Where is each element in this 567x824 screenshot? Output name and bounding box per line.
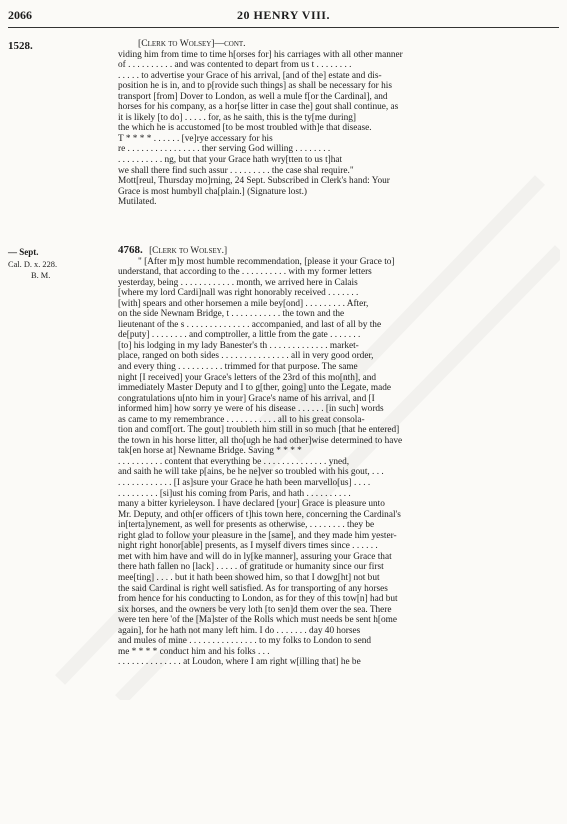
text-line: night right honor[able] presents, as I myself divers times since . . . . . . xyxy=(118,541,378,552)
text-line: and mules of mine . . . . . . . . . . . . . . . to my folks to London to send xyxy=(118,636,372,647)
margin-date: — Sept. xyxy=(8,247,39,257)
text-line: de[puty] . . . . . . . . and comptroller, a little from the gate . . . . . . . xyxy=(118,330,361,341)
text-line: " [After m]y most humble recommendation, [please it your Grace to] xyxy=(138,256,395,267)
document-number: 4768. xyxy=(118,244,143,256)
text-line: six horses, and the owners be very loth [to sen]d them over the sea. There xyxy=(118,604,392,615)
section-4768 xyxy=(118,245,558,668)
page-number: 2066 xyxy=(8,8,32,22)
text-line: yesterday, being . . . . . . . . . . . . month, we arrived here in Calais xyxy=(118,277,358,288)
text-line: [to] his lodging in my lady Banester's th . . . . . . . . . . . . . market- xyxy=(118,340,359,351)
text-line: it is likely [to do] . . . . . for, as he saith, this is the ty[me during] xyxy=(118,112,356,123)
text-line: viding him from time to time h[orses for] his carriages with all other manner xyxy=(118,49,403,60)
text-line: met with him have and will do in ly[ke manner], assuring your Grace that xyxy=(118,551,392,562)
text-line: lieutenant of the s . . . . . . . . . . . . . . accompanied, and last of all by the xyxy=(118,319,382,330)
text-line: understand, that according to the . . . . . . . . . . with my former letters xyxy=(118,267,372,278)
text-line: . . . . . . . . . . . . . . at Loudon, where I am right w[illing that] he be xyxy=(118,657,361,668)
section-lines xyxy=(118,50,558,208)
text-line: mee[ting] . . . . but it hath been showed him, so that I dowg[ht] not but xyxy=(118,572,380,583)
document-title: [Clerk to Wolsey.] xyxy=(149,246,228,256)
text-line: Mutilated. xyxy=(118,197,157,208)
text-line: night [I received] your Grace's letters of the 23rd of this mo[nth], and xyxy=(118,372,377,383)
text-line: the town in his horse litter, all tho[ugh he had other]wise determined to have xyxy=(118,435,403,446)
section-clerk-to-wolsey-continued xyxy=(118,39,558,208)
text-line: as came to my remembrance . . . . . . . . . . . all to his great consola- xyxy=(118,414,365,425)
text-line: there hath fallen no [lack] . . . . . of gratitude or humanity since our first xyxy=(118,562,384,573)
text-line: again], for he hath not many left him. I do . . . . . . . day 40 horses xyxy=(118,625,361,636)
text-line: me * * * * conduct him and his folks . . . xyxy=(118,646,270,657)
header-rule xyxy=(8,27,559,28)
margin-repository: B. M. xyxy=(31,271,51,280)
text-line: tak[en horse at] Newname Bridge. Saving * * * * xyxy=(118,446,302,457)
text-line: and saith he will take p[ains, be he ne]ver so troubled with his gout, . . . xyxy=(118,467,384,478)
text-line: of . . . . . . . . . . and was contented to depart from us t . . . . . . . . xyxy=(118,60,352,71)
text-line: on the side Newnam Bridge, t . . . . . . . . . . . the town and the xyxy=(118,309,345,320)
text-line: place, ranged on both sides . . . . . . . . . . . . . . . all in very good order, xyxy=(118,351,374,362)
text-line: Mott[reul, Thursday mo]rning, 24 Sept. Subscribed in Clerk's hand: Your xyxy=(118,176,390,187)
text-line: immediately Master Deputy and I to g[ther, going] unto the Legate, made xyxy=(118,383,392,394)
text-line: the which he is accustomed [to be most troubled with]e that disease. xyxy=(118,123,372,134)
text-line: position he is in, and to p[rovide such things] as shall be necessary for his xyxy=(118,81,392,92)
text-line: re . . . . . . . . . . . . . . . . ther serving God willing . . . . . . . . xyxy=(118,144,331,155)
text-line: and every thing . . . . . . . . . . trimmed for that purpose. The same xyxy=(118,362,358,373)
text-line: . . . . . . . . . . ng, but that your Grace hath wry[tten to us t]hat xyxy=(118,155,343,166)
text-line: . . . . . . . . . [si]ust his coming from Paris, and hath . . . . . . . . . . xyxy=(118,488,351,499)
text-line: [with] spears and other horsemen a mile bey[ond] . . . . . . . . . After, xyxy=(118,298,369,309)
text-line: many a bitter kyrieleyson. I have declared [your] Grace is pleasure unto xyxy=(118,499,385,510)
text-line: T * * * * . . . . . . [ve]rye accessary for his xyxy=(118,133,273,144)
text-line: [where my lord Cardi]nall was right honorably received . . . . . . . xyxy=(118,288,359,299)
year-margin: 1528. xyxy=(8,40,33,52)
section-heading xyxy=(118,245,558,257)
text-line: Mr. Deputy, and oth[er officers of t]his town here, concerning the Cardinal's xyxy=(118,509,401,520)
text-line: . . . . . to advertise your Grace of his arrival, [and of the] estate and dis- xyxy=(118,70,382,81)
text-line: informed him] how sorry ye were of his disease . . . . . . [in such] words xyxy=(118,404,384,415)
text-line: right glad to follow your pleasure in the [same], and they made him yester- xyxy=(118,530,397,541)
text-line: horses for his company, as a hor[se litter in case the] gout shall continue, as xyxy=(118,102,399,113)
text-line: . . . . . . . . . . content that everything be . . . . . . . . . . . . . . yned, xyxy=(118,456,350,467)
text-line: . . . . . . . . . . . . [I as]sure your Grace he hath been marvello[us] . . . . xyxy=(118,478,371,489)
text-line: the said Cardinal is right well satisfied. As for transporting of any horses xyxy=(118,583,388,594)
margin-reference: Cal. D. x. 228. xyxy=(8,260,58,269)
text-line: in[terta]ynement, as well for presents as otherwise, . . . . . . . . they be xyxy=(118,520,375,531)
text-line: we shall there find such assur . . . . . . . . . the case shal require." xyxy=(118,165,354,176)
text-line: transport [from] Dover to London, as well a mule f[or the Cardinal], and xyxy=(118,91,388,102)
running-title: 20 HENRY VIII. xyxy=(237,8,330,22)
section-heading: [Clerk to Wolsey]—cont. xyxy=(138,38,246,49)
text-line: congratulations u[nto him in your] Grace's name of his arrival, and [I xyxy=(118,393,375,404)
text-line: were ten here 'of the [Ma]ster of the Rolls which must needs be sent h[ome xyxy=(118,615,397,626)
text-line: Grace is most humbyll cha[plain.] (Signature lost.) xyxy=(118,186,307,197)
text-line: tion and comf[ort. The gout] troubleth him still in so much [that he entered] xyxy=(118,425,400,436)
section-lines xyxy=(118,257,558,668)
text-line: from hence for his conducting to London, as for they of this tow[n] had but xyxy=(118,594,398,605)
